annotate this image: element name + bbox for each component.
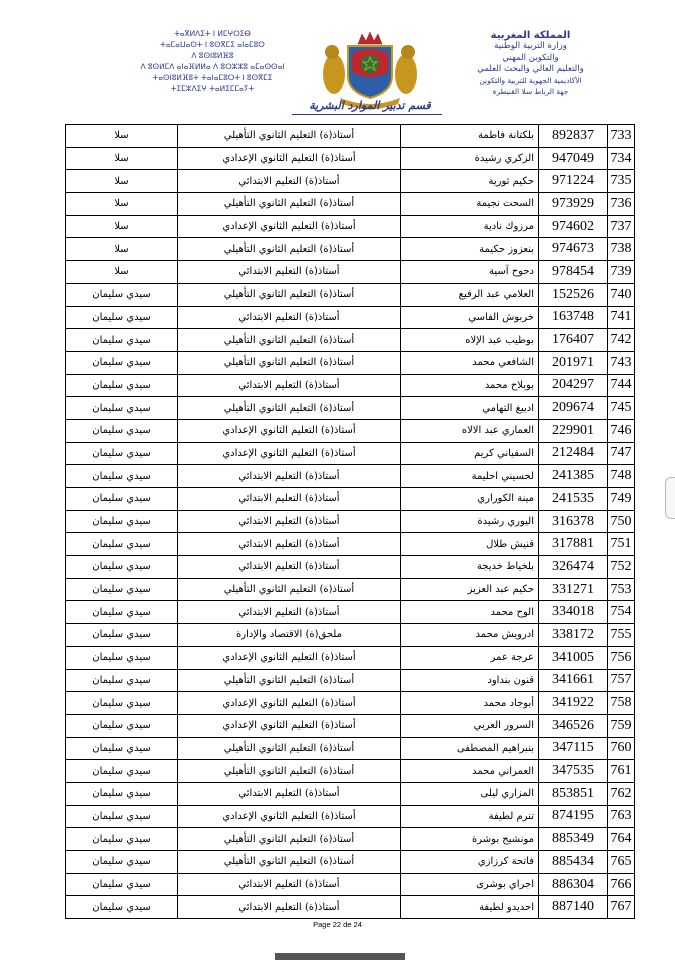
table-row bbox=[66, 442, 635, 465]
id-cell: 201971 bbox=[539, 351, 608, 374]
name-cell: بلخياط خديجة bbox=[401, 556, 539, 579]
table-row bbox=[66, 782, 635, 805]
name-cell: الوح محمد bbox=[401, 601, 539, 624]
city-cell: سيدي سليمان bbox=[66, 828, 178, 851]
name-cell: قنيش طلال bbox=[401, 533, 539, 556]
city-cell: سيدي سليمان bbox=[66, 737, 178, 760]
grade-cell: أستاذ(ة) التعليم الثانوي الإعدادي bbox=[178, 442, 401, 465]
grade-cell: أستاذ(ة) التعليم الثانوي التأهيلي bbox=[178, 578, 401, 601]
name-cell: احديدو لطيفة bbox=[401, 896, 539, 919]
tifinagh-header bbox=[100, 28, 325, 94]
name-cell: اديبغ التهامي bbox=[401, 397, 539, 420]
grade-cell: أستاذ(ة) التعليم الثانوي الإعدادي bbox=[178, 147, 401, 170]
grade-cell: أستاذ(ة) التعليم الثانوي التأهيلي bbox=[178, 351, 401, 374]
city-cell: سيدي سليمان bbox=[66, 329, 178, 352]
grade-cell: أستاذ(ة) التعليم الثانوي الإعدادي bbox=[178, 714, 401, 737]
grade-cell: أستاذ(ة) التعليم الثانوي التأهيلي bbox=[178, 193, 401, 216]
name-cell: عرجة عمر bbox=[401, 646, 539, 669]
home-indicator bbox=[275, 953, 405, 960]
grade-cell: أستاذ(ة) التعليم الابتدائي bbox=[178, 556, 401, 579]
id-cell: 947049 bbox=[539, 147, 608, 170]
arabic-header-line: الأكاديمية الجهوية للتربية والتكوين bbox=[479, 76, 582, 86]
name-cell: بوطيب عبد الإلاه bbox=[401, 329, 539, 352]
table-row bbox=[66, 419, 635, 442]
name-cell: الشافعي محمد bbox=[401, 351, 539, 374]
id-cell: 974673 bbox=[539, 238, 608, 261]
row-number-cell: 735 bbox=[608, 170, 635, 193]
row-number-cell: 743 bbox=[608, 351, 635, 374]
city-cell: سلا bbox=[66, 261, 178, 284]
table-row bbox=[66, 533, 635, 556]
id-cell: 209674 bbox=[539, 397, 608, 420]
grade-cell: أستاذ(ة) التعليم الابتدائي bbox=[178, 896, 401, 919]
grade-cell: أستاذ(ة) التعليم الثانوي التأهيلي bbox=[178, 828, 401, 851]
grade-cell: أستاذ(ة) التعليم الابتدائي bbox=[178, 510, 401, 533]
city-cell: سيدي سليمان bbox=[66, 624, 178, 647]
name-cell: مرزوك نادية bbox=[401, 215, 539, 238]
row-number-cell: 745 bbox=[608, 397, 635, 420]
name-cell: الزكري رشيدة bbox=[401, 147, 539, 170]
tifinagh-line: ⵜⵉⵎⵣⴷⵉⵖ ⵜⴰⵍⵉⵎⵎⴰⵢⵜ bbox=[170, 84, 255, 93]
row-number-cell: 737 bbox=[608, 215, 635, 238]
grade-cell: أستاذ(ة) التعليم الثانوي التأهيلي bbox=[178, 397, 401, 420]
city-cell: سيدي سليمان bbox=[66, 488, 178, 511]
row-number-cell: 756 bbox=[608, 646, 635, 669]
city-cell: سيدي سليمان bbox=[66, 556, 178, 579]
row-number-cell: 744 bbox=[608, 374, 635, 397]
table-row bbox=[66, 238, 635, 261]
grade-cell: أستاذ(ة) التعليم الثانوي التأهيلي bbox=[178, 329, 401, 352]
id-cell: 338172 bbox=[539, 624, 608, 647]
id-cell: 241535 bbox=[539, 488, 608, 511]
grade-cell: أستاذ(ة) التعليم الابتدائي bbox=[178, 782, 401, 805]
name-cell: أبوجاد محمد bbox=[401, 692, 539, 715]
tifinagh-line: ⵜⴰⵎⴰⵡⴰⵙⵜ ⵏ ⵓⵙⴳⵎⵉ ⴰⵏⴰⵎⵓⵔ bbox=[160, 40, 265, 49]
row-number-cell: 755 bbox=[608, 624, 635, 647]
city-cell: سيدي سليمان bbox=[66, 601, 178, 624]
row-number-cell: 742 bbox=[608, 329, 635, 352]
id-cell: 241385 bbox=[539, 465, 608, 488]
id-cell: 212484 bbox=[539, 442, 608, 465]
grade-cell: أستاذ(ة) التعليم الثانوي التأهيلي bbox=[178, 851, 401, 874]
table-row bbox=[66, 760, 635, 783]
table-row bbox=[66, 397, 635, 420]
city-cell: سيدي سليمان bbox=[66, 669, 178, 692]
id-cell: 973929 bbox=[539, 193, 608, 216]
name-cell: خربوش الفاسي bbox=[401, 306, 539, 329]
city-cell: سيدي سليمان bbox=[66, 760, 178, 783]
tifinagh-line: ⴷ ⵓⵙⵏⵓⵍⴼⵓ bbox=[191, 51, 234, 60]
city-cell: سيدي سليمان bbox=[66, 465, 178, 488]
grade-cell: أستاذ(ة) التعليم الثانوي التأهيلي bbox=[178, 737, 401, 760]
department-underline bbox=[292, 114, 442, 115]
table-row bbox=[66, 737, 635, 760]
name-cell: قنون بنداود bbox=[401, 669, 539, 692]
tifinagh-line: ⴷ ⵓⵙⵍⵎⴷ ⴰⵏⴰⴼⵍⵍⴰ ⴷ ⵓⵔⵣⵣⵓ ⴰⵎⴰⵙⵙⴰⵏ bbox=[140, 62, 285, 71]
table-row bbox=[66, 692, 635, 715]
id-cell: 886304 bbox=[539, 873, 608, 896]
table-row bbox=[66, 714, 635, 737]
grade-cell: أستاذ(ة) التعليم الثانوي الإعدادي bbox=[178, 646, 401, 669]
grade-cell: أستاذ(ة) التعليم الابتدائي bbox=[178, 170, 401, 193]
row-number-cell: 761 bbox=[608, 760, 635, 783]
city-cell: سلا bbox=[66, 170, 178, 193]
table-row bbox=[66, 147, 635, 170]
row-number-cell: 752 bbox=[608, 556, 635, 579]
city-cell: سيدي سليمان bbox=[66, 805, 178, 828]
arabic-header-line: جهة الرباط سلا القنيطرة bbox=[492, 87, 569, 97]
id-cell: 874195 bbox=[539, 805, 608, 828]
grade-cell: أستاذ(ة) التعليم الثانوي التأهيلي bbox=[178, 669, 401, 692]
name-cell: حكيم ثورية bbox=[401, 170, 539, 193]
name-cell: بلكتانة فاطمة bbox=[401, 125, 539, 148]
row-number-cell: 753 bbox=[608, 578, 635, 601]
name-cell: السفياني كريم bbox=[401, 442, 539, 465]
row-number-cell: 758 bbox=[608, 692, 635, 715]
city-cell: سيدي سليمان bbox=[66, 397, 178, 420]
id-cell: 974602 bbox=[539, 215, 608, 238]
table-row bbox=[66, 215, 635, 238]
row-number-cell: 739 bbox=[608, 261, 635, 284]
name-cell: دحوح آسية bbox=[401, 261, 539, 284]
id-cell: 853851 bbox=[539, 782, 608, 805]
city-cell: سلا bbox=[66, 238, 178, 261]
id-cell: 885434 bbox=[539, 851, 608, 874]
row-number-cell: 762 bbox=[608, 782, 635, 805]
row-number-cell: 764 bbox=[608, 828, 635, 851]
table-row bbox=[66, 306, 635, 329]
id-cell: 316378 bbox=[539, 510, 608, 533]
name-cell: العلامي عبد الرفيع bbox=[401, 283, 539, 306]
table-row bbox=[66, 193, 635, 216]
page-number: Page 22 de 24 bbox=[313, 920, 362, 929]
name-cell: مينة الكوراري bbox=[401, 488, 539, 511]
row-number-cell: 736 bbox=[608, 193, 635, 216]
table-row bbox=[66, 556, 635, 579]
scroll-tab[interactable] bbox=[665, 477, 675, 519]
row-number-cell: 748 bbox=[608, 465, 635, 488]
city-cell: سيدي سليمان bbox=[66, 714, 178, 737]
city-cell: سيدي سليمان bbox=[66, 873, 178, 896]
city-cell: سيدي سليمان bbox=[66, 646, 178, 669]
city-cell: سلا bbox=[66, 215, 178, 238]
grade-cell: أستاذ(ة) التعليم الثانوي التأهيلي bbox=[178, 238, 401, 261]
city-cell: سيدي سليمان bbox=[66, 782, 178, 805]
row-number-cell: 751 bbox=[608, 533, 635, 556]
name-cell: مونشيح بوشرة bbox=[401, 828, 539, 851]
table-row bbox=[66, 329, 635, 352]
id-cell: 341661 bbox=[539, 669, 608, 692]
id-cell: 163748 bbox=[539, 306, 608, 329]
id-cell: 317881 bbox=[539, 533, 608, 556]
row-number-cell: 747 bbox=[608, 442, 635, 465]
table-row bbox=[66, 873, 635, 896]
grade-cell: أستاذ(ة) التعليم الابتدائي bbox=[178, 465, 401, 488]
table-row bbox=[66, 125, 635, 148]
document-header bbox=[0, 0, 675, 122]
row-number-cell: 746 bbox=[608, 419, 635, 442]
name-cell: حكيم عبد العزيز bbox=[401, 578, 539, 601]
row-number-cell: 767 bbox=[608, 896, 635, 919]
name-cell: لحسيني احليمة bbox=[401, 465, 539, 488]
grade-cell: ملحق(ة) الاقتصاد والإدارة bbox=[178, 624, 401, 647]
city-cell: سيدي سليمان bbox=[66, 306, 178, 329]
city-cell: سلا bbox=[66, 125, 178, 148]
arabic-header-line: المملكة المغربية bbox=[490, 30, 571, 41]
grade-cell: أستاذ(ة) التعليم الابتدائي bbox=[178, 873, 401, 896]
grade-cell: أستاذ(ة) التعليم الابتدائي bbox=[178, 261, 401, 284]
id-cell: 892837 bbox=[539, 125, 608, 148]
id-cell: 887140 bbox=[539, 896, 608, 919]
id-cell: 204297 bbox=[539, 374, 608, 397]
city-cell: سيدي سليمان bbox=[66, 442, 178, 465]
id-cell: 971224 bbox=[539, 170, 608, 193]
city-cell: سلا bbox=[66, 193, 178, 216]
grade-cell: أستاذ(ة) التعليم الثانوي التأهيلي bbox=[178, 283, 401, 306]
id-cell: 334018 bbox=[539, 601, 608, 624]
grade-cell: أستاذ(ة) التعليم الثانوي الإعدادي bbox=[178, 419, 401, 442]
city-cell: سيدي سليمان bbox=[66, 578, 178, 601]
table-row bbox=[66, 896, 635, 919]
city-cell: سيدي سليمان bbox=[66, 692, 178, 715]
id-cell: 152526 bbox=[539, 283, 608, 306]
id-cell: 341922 bbox=[539, 692, 608, 715]
table-row bbox=[66, 851, 635, 874]
name-cell: العماري عبد الالاه bbox=[401, 419, 539, 442]
name-cell: السحت نجيمة bbox=[401, 193, 539, 216]
name-cell: العمراني محمد bbox=[401, 760, 539, 783]
table-row bbox=[66, 828, 635, 851]
table-row bbox=[66, 465, 635, 488]
id-cell: 331271 bbox=[539, 578, 608, 601]
name-cell: السرور العربي bbox=[401, 714, 539, 737]
grade-cell: أستاذ(ة) التعليم الابتدائي bbox=[178, 601, 401, 624]
grade-cell: أستاذ(ة) التعليم الابتدائي bbox=[178, 488, 401, 511]
city-cell: سيدي سليمان bbox=[66, 419, 178, 442]
table-row bbox=[66, 578, 635, 601]
grade-cell: أستاذ(ة) التعليم الابتدائي bbox=[178, 306, 401, 329]
table-row bbox=[66, 624, 635, 647]
city-cell: سيدي سليمان bbox=[66, 896, 178, 919]
table-row bbox=[66, 805, 635, 828]
city-cell: سيدي سليمان bbox=[66, 851, 178, 874]
row-number-cell: 759 bbox=[608, 714, 635, 737]
arabic-header-line: وزارة التربية الوطنية bbox=[494, 41, 567, 52]
name-cell: بنعزوز حكيمة bbox=[401, 238, 539, 261]
table-row bbox=[66, 669, 635, 692]
table-row bbox=[66, 170, 635, 193]
name-cell: فاتحة كرزازي bbox=[401, 851, 539, 874]
arabic-header-line: والتكوين المهني bbox=[502, 52, 559, 63]
id-cell: 346526 bbox=[539, 714, 608, 737]
table-row bbox=[66, 283, 635, 306]
city-cell: سيدي سليمان bbox=[66, 510, 178, 533]
id-cell: 978454 bbox=[539, 261, 608, 284]
row-number-cell: 738 bbox=[608, 238, 635, 261]
city-cell: سيدي سليمان bbox=[66, 533, 178, 556]
id-cell: 176407 bbox=[539, 329, 608, 352]
row-number-cell: 757 bbox=[608, 669, 635, 692]
table-row bbox=[66, 510, 635, 533]
grade-cell: أستاذ(ة) التعليم الثانوي التأهيلي bbox=[178, 760, 401, 783]
name-cell: ادرويش محمد bbox=[401, 624, 539, 647]
row-number-cell: 763 bbox=[608, 805, 635, 828]
table-row bbox=[66, 261, 635, 284]
grade-cell: أستاذ(ة) التعليم الثانوي التأهيلي bbox=[178, 125, 401, 148]
staff-table bbox=[65, 124, 635, 919]
table-row bbox=[66, 351, 635, 374]
row-number-cell: 740 bbox=[608, 283, 635, 306]
id-cell: 347115 bbox=[539, 737, 608, 760]
name-cell: بوبلاح محمد bbox=[401, 374, 539, 397]
arabic-header bbox=[418, 30, 643, 98]
name-cell: بنبراهيم المصطفى bbox=[401, 737, 539, 760]
city-cell: سلا bbox=[66, 147, 178, 170]
city-cell: سيدي سليمان bbox=[66, 283, 178, 306]
grade-cell: أستاذ(ة) التعليم الابتدائي bbox=[178, 533, 401, 556]
grade-cell: أستاذ(ة) التعليم الثانوي الإعدادي bbox=[178, 805, 401, 828]
name-cell: اليوري رشيدة bbox=[401, 510, 539, 533]
id-cell: 885349 bbox=[539, 828, 608, 851]
row-number-cell: 766 bbox=[608, 873, 635, 896]
row-number-cell: 749 bbox=[608, 488, 635, 511]
arabic-header-line: والتعليم العالي والبحث العلمي bbox=[477, 63, 584, 74]
id-cell: 347535 bbox=[539, 760, 608, 783]
row-number-cell: 734 bbox=[608, 147, 635, 170]
grade-cell: أستاذ(ة) التعليم الثانوي الإعدادي bbox=[178, 692, 401, 715]
name-cell: تنرم لطيفة bbox=[401, 805, 539, 828]
name-cell: المزاري ليلى bbox=[401, 782, 539, 805]
row-number-cell: 733 bbox=[608, 125, 635, 148]
grade-cell: أستاذ(ة) التعليم الثانوي الإعدادي bbox=[178, 215, 401, 238]
table-row bbox=[66, 488, 635, 511]
department-title: قسم تدبير الموارد البشرية bbox=[309, 99, 431, 112]
id-cell: 229901 bbox=[539, 419, 608, 442]
row-number-cell: 754 bbox=[608, 601, 635, 624]
row-number-cell: 741 bbox=[608, 306, 635, 329]
table-row bbox=[66, 374, 635, 397]
row-number-cell: 750 bbox=[608, 510, 635, 533]
id-cell: 326474 bbox=[539, 556, 608, 579]
row-number-cell: 765 bbox=[608, 851, 635, 874]
table-row bbox=[66, 601, 635, 624]
row-number-cell: 760 bbox=[608, 737, 635, 760]
city-cell: سيدي سليمان bbox=[66, 374, 178, 397]
tifinagh-line: ⵜⴰⵙⵏⵓⵍⴼⵓⵜ ⵜⴰⵏⴰⵎⵓⵔⵜ ⵏ ⵓⵙⴳⵎⵉ bbox=[152, 73, 273, 82]
tifinagh-line: ⵜⴰⴳⵍⴷⵉⵜ ⵏ ⵍⵎⵖⵔⵉⴱ bbox=[174, 29, 251, 38]
table-row bbox=[66, 646, 635, 669]
grade-cell: أستاذ(ة) التعليم الابتدائي bbox=[178, 374, 401, 397]
id-cell: 341005 bbox=[539, 646, 608, 669]
city-cell: سيدي سليمان bbox=[66, 351, 178, 374]
name-cell: اجراي بوشرى bbox=[401, 873, 539, 896]
